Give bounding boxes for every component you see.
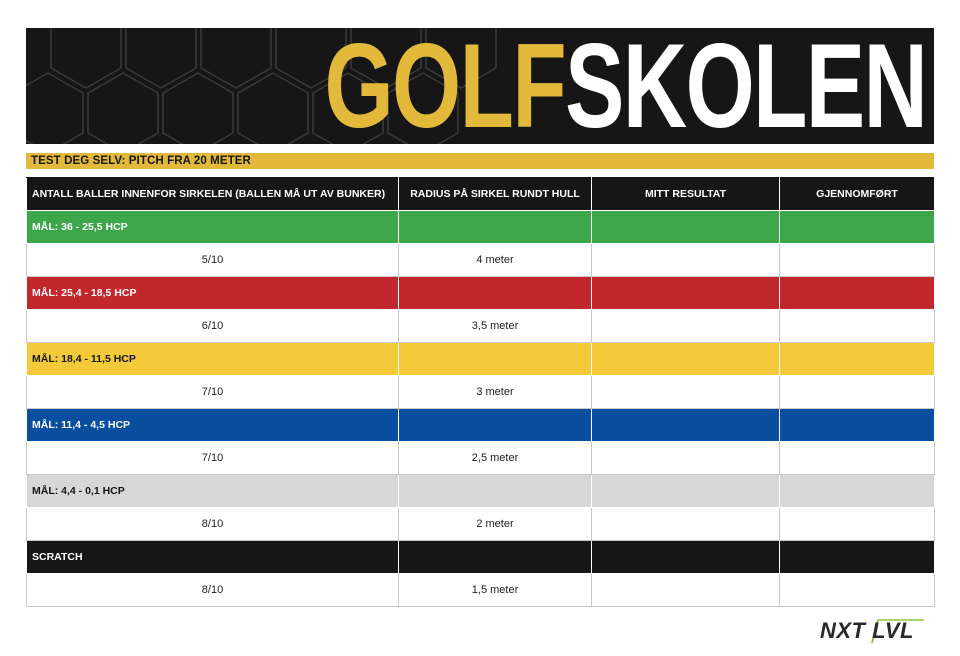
brand-golf: GOLF bbox=[324, 28, 565, 144]
goal-cell bbox=[399, 541, 592, 574]
balls-value: 7/10 bbox=[27, 376, 399, 409]
result-cell[interactable] bbox=[592, 574, 780, 607]
result-cell[interactable] bbox=[592, 508, 780, 541]
goal-row-grey bbox=[27, 475, 935, 508]
value-row bbox=[27, 442, 935, 475]
goal-cell bbox=[780, 277, 935, 310]
completed-cell[interactable] bbox=[780, 574, 935, 607]
goal-cell bbox=[399, 343, 592, 376]
goal-row-red bbox=[27, 277, 935, 310]
result-cell[interactable] bbox=[592, 244, 780, 277]
result-cell[interactable] bbox=[592, 442, 780, 475]
goal-cell bbox=[780, 541, 935, 574]
completed-cell[interactable] bbox=[780, 442, 935, 475]
goal-cell bbox=[592, 211, 780, 244]
balls-value: 8/10 bbox=[27, 574, 399, 607]
goal-cell bbox=[780, 211, 935, 244]
column-header-radius: RADIUS PÅ SIRKEL RUNDT HULL bbox=[399, 178, 592, 211]
balls-value: 8/10 bbox=[27, 508, 399, 541]
goal-label: MÅL: 36 - 25,5 HCP bbox=[27, 211, 399, 244]
completed-cell[interactable] bbox=[780, 244, 935, 277]
value-row bbox=[27, 244, 935, 277]
goal-cell bbox=[592, 277, 780, 310]
brand-logo bbox=[324, 28, 926, 144]
column-header-result: MITT RESULTAT bbox=[592, 178, 780, 211]
radius-value: 3 meter bbox=[399, 376, 592, 409]
results-table bbox=[26, 177, 935, 607]
goal-label: MÅL: 25,4 - 18,5 HCP bbox=[27, 277, 399, 310]
goal-label: MÅL: 18,4 - 11,5 HCP bbox=[27, 343, 399, 376]
value-row bbox=[27, 310, 935, 343]
goal-cell bbox=[399, 409, 592, 442]
nxtlvl-logo bbox=[820, 616, 930, 646]
value-row bbox=[27, 508, 935, 541]
result-cell[interactable] bbox=[592, 376, 780, 409]
goal-cell bbox=[780, 475, 935, 508]
goal-row-green bbox=[27, 211, 935, 244]
column-header-balls: ANTALL BALLER INNENFOR SIRKELEN (BALLEN MÅ UT AV BUNKER) bbox=[27, 178, 399, 211]
balls-value: 5/10 bbox=[27, 244, 399, 277]
radius-value: 3,5 meter bbox=[399, 310, 592, 343]
goal-label: MÅL: 11,4 - 4,5 HCP bbox=[27, 409, 399, 442]
goal-cell bbox=[399, 211, 592, 244]
goal-cell bbox=[592, 409, 780, 442]
radius-value: 2,5 meter bbox=[399, 442, 592, 475]
completed-cell[interactable] bbox=[780, 376, 935, 409]
radius-value: 1,5 meter bbox=[399, 574, 592, 607]
goal-cell bbox=[780, 409, 935, 442]
goal-cell bbox=[399, 475, 592, 508]
goal-row-blue bbox=[27, 409, 935, 442]
radius-value: 4 meter bbox=[399, 244, 592, 277]
value-row bbox=[27, 376, 935, 409]
goal-row-black bbox=[27, 541, 935, 574]
goal-cell bbox=[780, 343, 935, 376]
goal-label: MÅL: 4,4 - 0,1 HCP bbox=[27, 475, 399, 508]
header-banner bbox=[26, 28, 934, 144]
balls-value: 6/10 bbox=[27, 310, 399, 343]
goal-cell bbox=[592, 541, 780, 574]
test-title: TEST DEG SELV: PITCH FRA 20 METER bbox=[26, 153, 934, 169]
logo-text: NXT LVL bbox=[820, 618, 914, 643]
completed-cell[interactable] bbox=[780, 310, 935, 343]
table-header-row bbox=[27, 178, 935, 211]
column-header-completed: GJENNOMFØRT bbox=[780, 178, 935, 211]
goal-row-yellow bbox=[27, 343, 935, 376]
goal-cell bbox=[592, 343, 780, 376]
brand-skolen: SKOLEN bbox=[564, 28, 926, 144]
goal-cell bbox=[399, 277, 592, 310]
goal-label: SCRATCH bbox=[27, 541, 399, 574]
value-row bbox=[27, 574, 935, 607]
balls-value: 7/10 bbox=[27, 442, 399, 475]
completed-cell[interactable] bbox=[780, 508, 935, 541]
result-cell[interactable] bbox=[592, 310, 780, 343]
goal-cell bbox=[592, 475, 780, 508]
radius-value: 2 meter bbox=[399, 508, 592, 541]
